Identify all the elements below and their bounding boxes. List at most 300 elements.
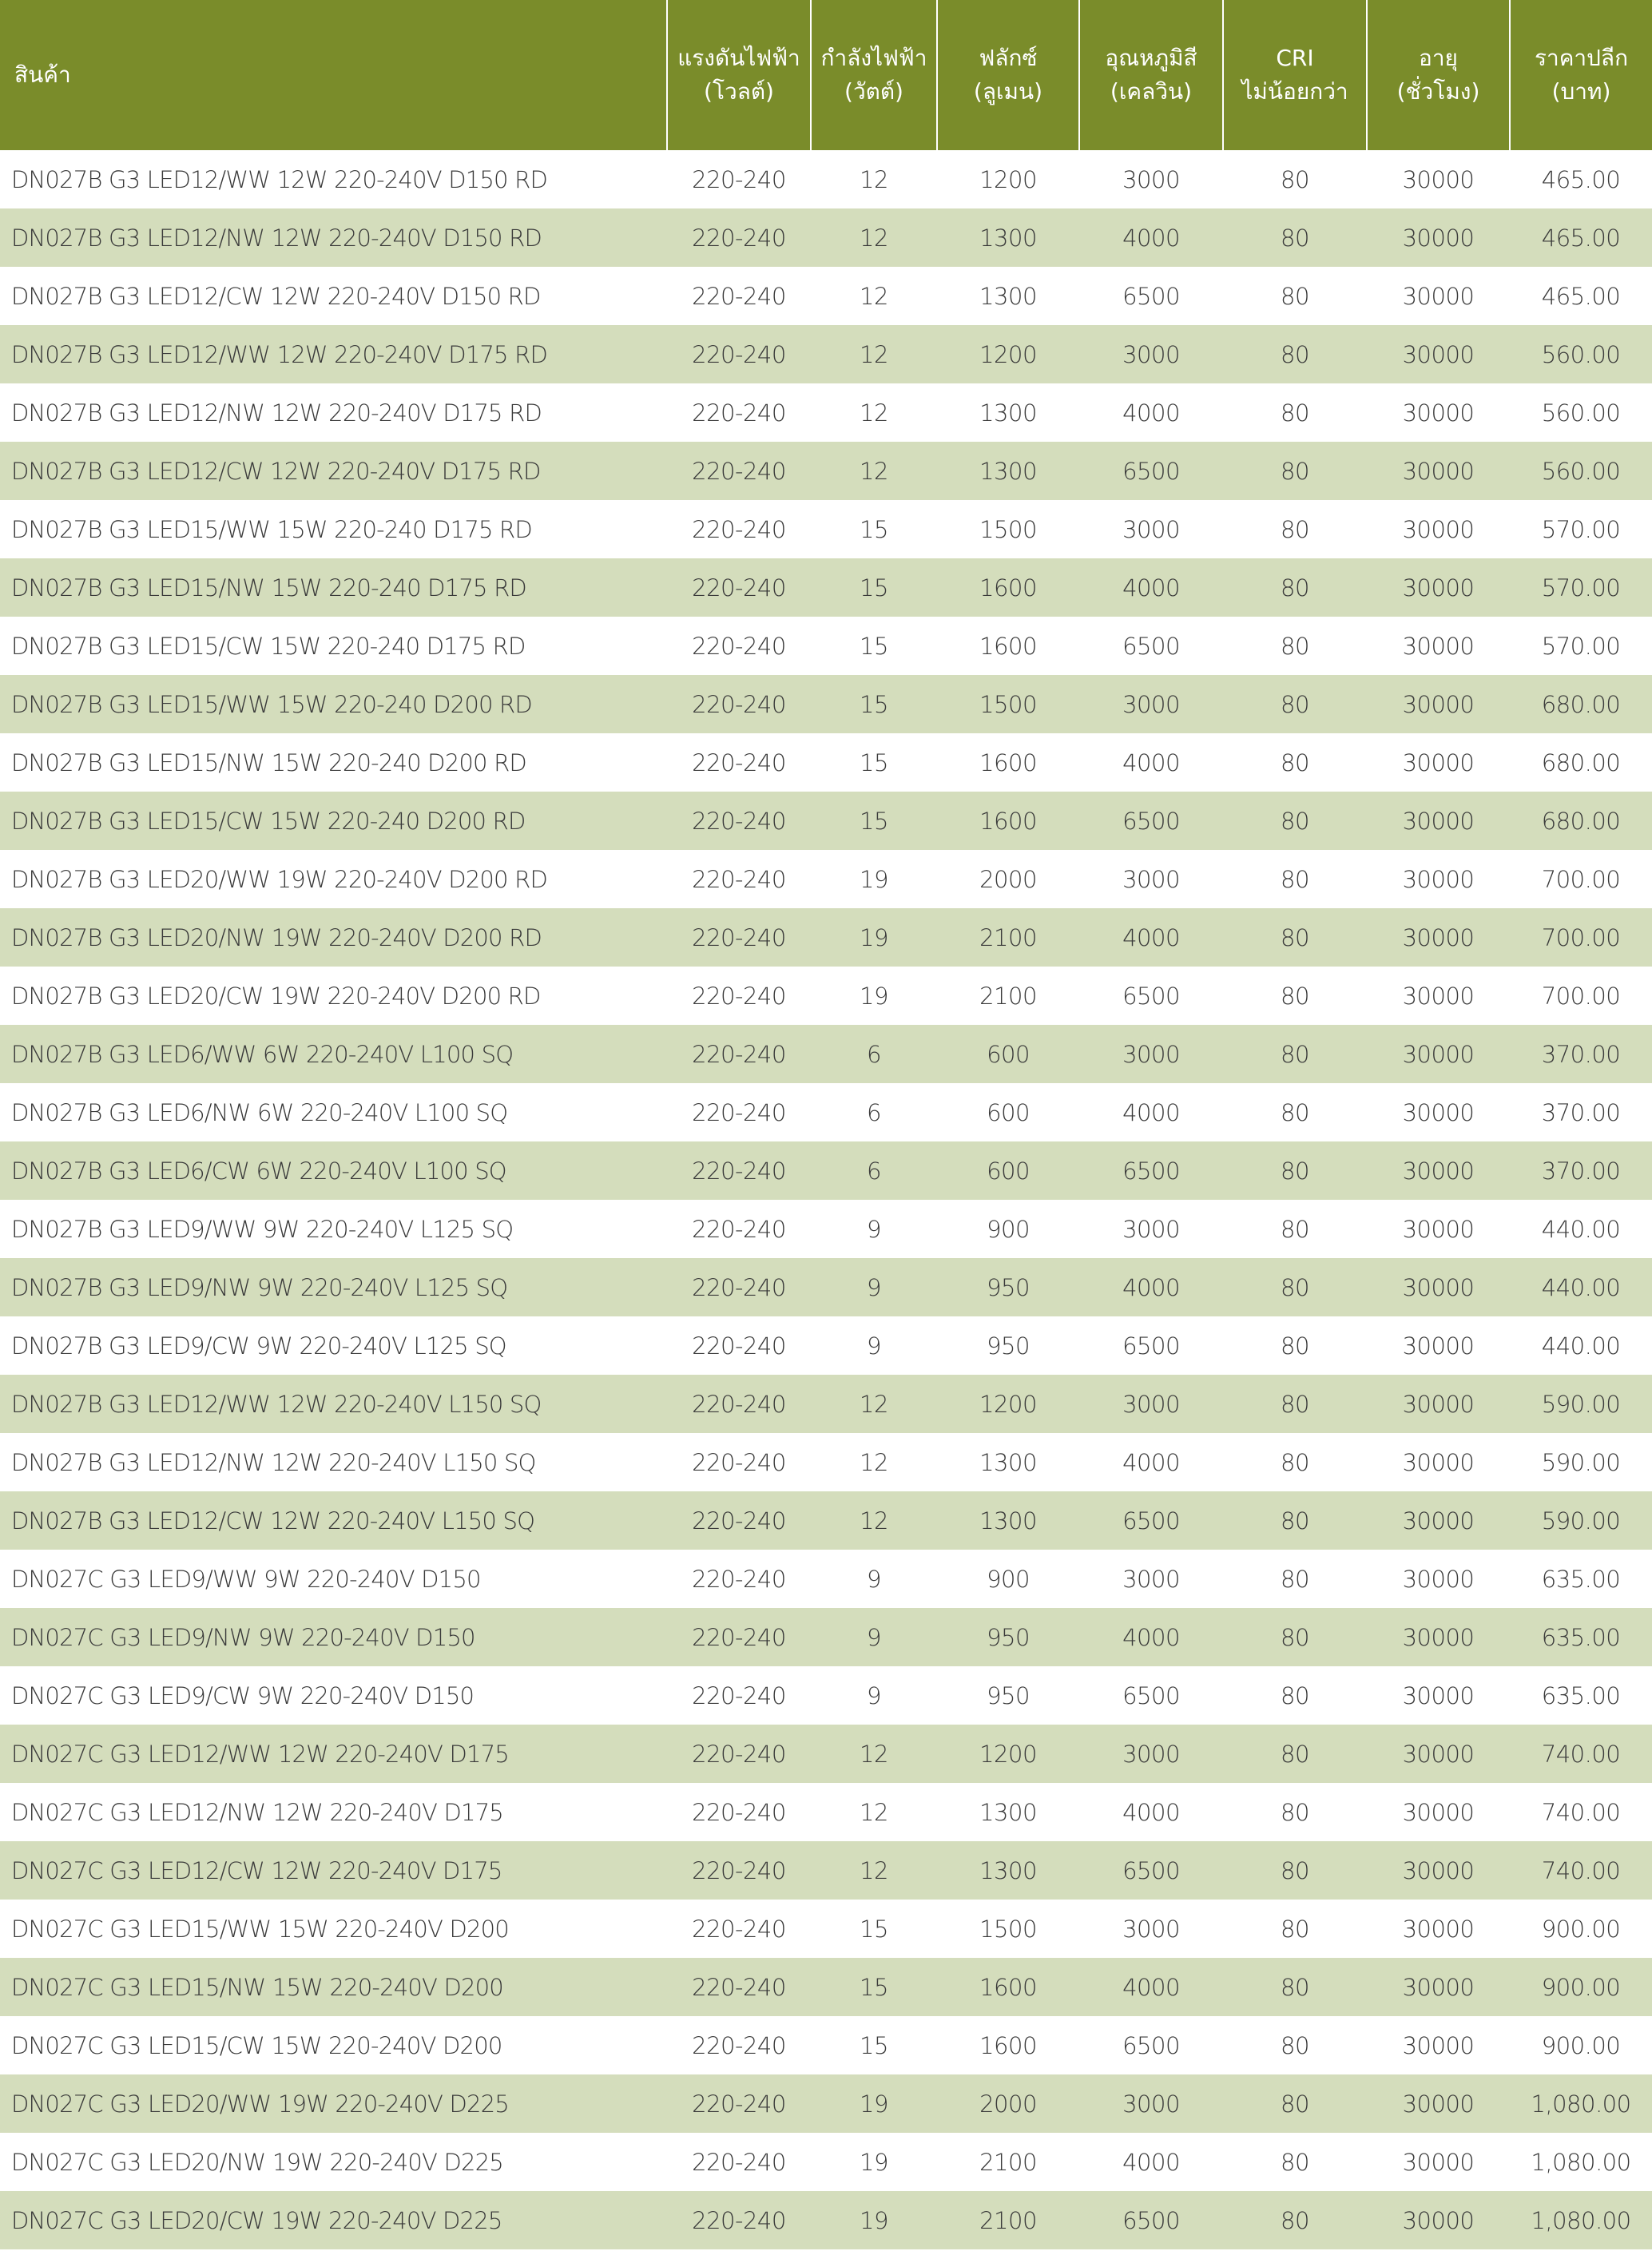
flux-cell: 1300 [937,1841,1079,1900]
product-cell: DN027B G3 LED6/CW 6W 220-240V L100 SQ [0,1141,667,1200]
voltage-cell: 220-240 [667,1958,811,2016]
voltage-cell: 220-240 [667,1375,811,1433]
color-temp-cell: 4000 [1079,383,1223,442]
flux-cell: 600 [937,1083,1079,1141]
table-row [0,558,1652,617]
cri-cell: 80 [1223,850,1367,908]
product-cell: DN027C G3 LED9/CW 9W 220-240V D150 [0,1666,667,1725]
voltage-cell: 220-240 [667,2016,811,2074]
product-cell: DN027B G3 LED20/WW 19W 220-240V D200 RD [0,850,667,908]
lifetime-cell: 30000 [1367,908,1510,967]
color-temp-cell: 6500 [1079,1141,1223,1200]
voltage-cell: 220-240 [667,675,811,733]
lifetime-cell: 30000 [1367,1025,1510,1083]
lifetime-cell: 30000 [1367,325,1510,383]
table-row [0,1141,1652,1200]
price-cell: 370.00 [1510,1141,1652,1200]
price-cell: 465.00 [1510,150,1652,208]
flux-cell: 600 [937,1025,1079,1083]
power-cell: 12 [811,1725,937,1783]
voltage-cell: 220-240 [667,1025,811,1083]
price-cell: 1,080.00 [1510,2133,1652,2191]
price-cell: 1,080.00 [1510,2074,1652,2133]
cri-cell: 80 [1223,1608,1367,1666]
voltage-cell: 220-240 [667,1608,811,1666]
voltage-cell: 220-240 [667,2191,811,2249]
cri-cell: 80 [1223,1025,1367,1083]
lifetime-cell: 30000 [1367,1841,1510,1900]
lifetime-cell: 30000 [1367,267,1510,325]
table-row [0,1958,1652,2016]
power-cell: 12 [811,1491,937,1550]
power-cell: 6 [811,1141,937,1200]
product-cell: DN027B G3 LED12/NW 12W 220-240V D175 RD [0,383,667,442]
cri-cell: 80 [1223,1375,1367,1433]
header-row [0,0,1652,150]
cri-cell: 80 [1223,558,1367,617]
header-product: สินค้า [0,0,667,150]
price-cell: 590.00 [1510,1375,1652,1433]
power-cell: 15 [811,500,937,558]
power-cell: 12 [811,1783,937,1841]
voltage-cell: 220-240 [667,850,811,908]
power-cell: 15 [811,617,937,675]
cri-cell: 80 [1223,208,1367,267]
voltage-cell: 220-240 [667,1666,811,1725]
lifetime-cell: 30000 [1367,1316,1510,1375]
flux-cell: 1500 [937,675,1079,733]
cri-cell: 80 [1223,1083,1367,1141]
color-temp-cell: 4000 [1079,558,1223,617]
price-cell: 370.00 [1510,1083,1652,1141]
lifetime-cell: 30000 [1367,1783,1510,1841]
table-row [0,1491,1652,1550]
power-cell: 15 [811,2016,937,2074]
lifetime-cell: 30000 [1367,500,1510,558]
table-row [0,1316,1652,1375]
product-cell: DN027C G3 LED15/CW 15W 220-240V D200 [0,2016,667,2074]
table-row [0,617,1652,675]
voltage-cell: 220-240 [667,1083,811,1141]
flux-cell: 1300 [937,1433,1079,1491]
flux-cell: 1600 [937,2016,1079,2074]
power-cell: 19 [811,2191,937,2249]
voltage-cell: 220-240 [667,150,811,208]
table-row [0,1550,1652,1608]
header-flux: ฟลักซ์ (ลูเมน) [937,0,1079,150]
color-temp-cell: 6500 [1079,267,1223,325]
lifetime-cell: 30000 [1367,2016,1510,2074]
voltage-cell: 220-240 [667,1725,811,1783]
product-cell: DN027B G3 LED12/WW 12W 220-240V L150 SQ [0,1375,667,1433]
voltage-cell: 220-240 [667,267,811,325]
header-cri: CRI ไม่น้อยกว่า [1223,0,1367,150]
color-temp-cell: 3000 [1079,1025,1223,1083]
power-cell: 9 [811,1550,937,1608]
cri-cell: 80 [1223,1958,1367,2016]
price-cell: 440.00 [1510,1316,1652,1375]
cri-cell: 80 [1223,2191,1367,2249]
flux-cell: 1200 [937,325,1079,383]
product-cell: DN027C G3 LED15/WW 15W 220-240V D200 [0,1900,667,1958]
cri-cell: 80 [1223,2016,1367,2074]
flux-cell: 950 [937,1608,1079,1666]
flux-cell: 2100 [937,908,1079,967]
cri-cell: 80 [1223,908,1367,967]
lifetime-cell: 30000 [1367,675,1510,733]
product-cell: DN027B G3 LED12/WW 12W 220-240V D150 RD [0,150,667,208]
voltage-cell: 220-240 [667,2074,811,2133]
flux-cell: 2000 [937,850,1079,908]
price-cell: 1,080.00 [1510,2191,1652,2249]
power-cell: 19 [811,2074,937,2133]
price-cell: 570.00 [1510,558,1652,617]
color-temp-cell: 6500 [1079,1666,1223,1725]
product-cell: DN027C G3 LED9/NW 9W 220-240V D150 [0,1608,667,1666]
cri-cell: 80 [1223,1200,1367,1258]
lifetime-cell: 30000 [1367,208,1510,267]
voltage-cell: 220-240 [667,1783,811,1841]
price-cell: 700.00 [1510,967,1652,1025]
color-temp-cell: 3000 [1079,2074,1223,2133]
lifetime-cell: 30000 [1367,967,1510,1025]
power-cell: 15 [811,1958,937,2016]
color-temp-cell: 4000 [1079,1958,1223,2016]
cri-cell: 80 [1223,733,1367,792]
color-temp-cell: 6500 [1079,792,1223,850]
flux-cell: 600 [937,1141,1079,1200]
cri-cell: 80 [1223,1316,1367,1375]
lifetime-cell: 30000 [1367,2133,1510,2191]
flux-cell: 900 [937,1200,1079,1258]
voltage-cell: 220-240 [667,2133,811,2191]
flux-cell: 950 [937,1316,1079,1375]
price-cell: 560.00 [1510,383,1652,442]
flux-cell: 1600 [937,1958,1079,2016]
power-cell: 15 [811,1900,937,1958]
cri-cell: 80 [1223,967,1367,1025]
product-cell: DN027B G3 LED6/WW 6W 220-240V L100 SQ [0,1025,667,1083]
table-row [0,908,1652,967]
product-cell: DN027B G3 LED9/CW 9W 220-240V L125 SQ [0,1316,667,1375]
flux-cell: 1200 [937,150,1079,208]
color-temp-cell: 3000 [1079,325,1223,383]
price-cell: 465.00 [1510,267,1652,325]
color-temp-cell: 6500 [1079,1491,1223,1550]
flux-cell: 1300 [937,1491,1079,1550]
voltage-cell: 220-240 [667,1200,811,1258]
lifetime-cell: 30000 [1367,1491,1510,1550]
cri-cell: 80 [1223,1900,1367,1958]
lifetime-cell: 30000 [1367,1900,1510,1958]
color-temp-cell: 6500 [1079,967,1223,1025]
power-cell: 12 [811,150,937,208]
product-cell: DN027C G3 LED20/WW 19W 220-240V D225 [0,2074,667,2133]
power-cell: 19 [811,908,937,967]
product-cell: DN027B G3 LED15/CW 15W 220-240 D200 RD [0,792,667,850]
flux-cell: 1300 [937,383,1079,442]
cri-cell: 80 [1223,325,1367,383]
product-cell: DN027C G3 LED20/CW 19W 220-240V D225 [0,2191,667,2249]
product-cell: DN027B G3 LED12/CW 12W 220-240V D175 RD [0,442,667,500]
table-row [0,675,1652,733]
flux-cell: 2000 [937,2074,1079,2133]
table-row [0,1725,1652,1783]
power-cell: 15 [811,675,937,733]
table-row [0,2074,1652,2133]
price-cell: 680.00 [1510,733,1652,792]
product-cell: DN027B G3 LED15/WW 15W 220-240 D175 RD [0,500,667,558]
cri-cell: 80 [1223,1666,1367,1725]
lifetime-cell: 30000 [1367,1433,1510,1491]
power-cell: 6 [811,1025,937,1083]
product-cell: DN027B G3 LED6/NW 6W 220-240V L100 SQ [0,1083,667,1141]
lifetime-cell: 30000 [1367,1550,1510,1608]
voltage-cell: 220-240 [667,1433,811,1491]
color-temp-cell: 4000 [1079,1783,1223,1841]
color-temp-cell: 4000 [1079,1083,1223,1141]
power-cell: 12 [811,383,937,442]
table-row [0,442,1652,500]
voltage-cell: 220-240 [667,1316,811,1375]
power-cell: 9 [811,1200,937,1258]
product-cell: DN027B G3 LED12/CW 12W 220-240V L150 SQ [0,1491,667,1550]
cri-cell: 80 [1223,2133,1367,2191]
power-cell: 12 [811,267,937,325]
color-temp-cell: 3000 [1079,675,1223,733]
power-cell: 9 [811,1316,937,1375]
power-cell: 19 [811,850,937,908]
product-cell: DN027B G3 LED12/NW 12W 220-240V L150 SQ [0,1433,667,1491]
power-cell: 12 [811,1841,937,1900]
color-temp-cell: 6500 [1079,442,1223,500]
price-cell: 740.00 [1510,1783,1652,1841]
header-power: กำลังไฟฟ้า (วัตต์) [811,0,937,150]
lifetime-cell: 30000 [1367,1666,1510,1725]
cri-cell: 80 [1223,1841,1367,1900]
power-cell: 19 [811,2133,937,2191]
flux-cell: 950 [937,1666,1079,1725]
lifetime-cell: 30000 [1367,1083,1510,1141]
voltage-cell: 220-240 [667,500,811,558]
price-cell: 680.00 [1510,792,1652,850]
power-cell: 12 [811,208,937,267]
price-cell: 900.00 [1510,2016,1652,2074]
price-cell: 590.00 [1510,1433,1652,1491]
product-cell: DN027C G3 LED12/WW 12W 220-240V D175 [0,1725,667,1783]
lifetime-cell: 30000 [1367,850,1510,908]
table-row [0,2133,1652,2191]
voltage-cell: 220-240 [667,908,811,967]
voltage-cell: 220-240 [667,1900,811,1958]
lifetime-cell: 30000 [1367,617,1510,675]
voltage-cell: 220-240 [667,325,811,383]
voltage-cell: 220-240 [667,1841,811,1900]
color-temp-cell: 3000 [1079,1900,1223,1958]
color-temp-cell: 3000 [1079,1550,1223,1608]
price-cell: 635.00 [1510,1666,1652,1725]
product-cell: DN027B G3 LED9/WW 9W 220-240V L125 SQ [0,1200,667,1258]
price-cell: 570.00 [1510,617,1652,675]
product-cell: DN027B G3 LED20/CW 19W 220-240V D200 RD [0,967,667,1025]
flux-cell: 1500 [937,500,1079,558]
price-cell: 370.00 [1510,1025,1652,1083]
flux-cell: 900 [937,1550,1079,1608]
color-temp-cell: 3000 [1079,1200,1223,1258]
cri-cell: 80 [1223,1550,1367,1608]
color-temp-cell: 3000 [1079,150,1223,208]
table-row [0,1258,1652,1316]
power-cell: 19 [811,967,937,1025]
product-cell: DN027C G3 LED9/WW 9W 220-240V D150 [0,1550,667,1608]
flux-cell: 1300 [937,208,1079,267]
voltage-cell: 220-240 [667,208,811,267]
price-cell: 900.00 [1510,1900,1652,1958]
cri-cell: 80 [1223,442,1367,500]
lifetime-cell: 30000 [1367,1375,1510,1433]
power-cell: 15 [811,792,937,850]
voltage-cell: 220-240 [667,733,811,792]
color-temp-cell: 4000 [1079,208,1223,267]
table-row [0,850,1652,908]
power-cell: 9 [811,1666,937,1725]
voltage-cell: 220-240 [667,383,811,442]
product-cell: DN027C G3 LED12/NW 12W 220-240V D175 [0,1783,667,1841]
table-row [0,2016,1652,2074]
lifetime-cell: 30000 [1367,2191,1510,2249]
price-cell: 900.00 [1510,1958,1652,2016]
price-cell: 560.00 [1510,325,1652,383]
price-cell: 570.00 [1510,500,1652,558]
flux-cell: 1200 [937,1375,1079,1433]
cri-cell: 80 [1223,383,1367,442]
table-row [0,1783,1652,1841]
table-row [0,733,1652,792]
price-cell: 440.00 [1510,1200,1652,1258]
voltage-cell: 220-240 [667,1258,811,1316]
lifetime-cell: 30000 [1367,1725,1510,1783]
price-cell: 560.00 [1510,442,1652,500]
lifetime-cell: 30000 [1367,1958,1510,2016]
cri-cell: 80 [1223,1141,1367,1200]
table-row [0,383,1652,442]
voltage-cell: 220-240 [667,558,811,617]
price-cell: 465.00 [1510,208,1652,267]
product-cell: DN027B G3 LED15/NW 15W 220-240 D200 RD [0,733,667,792]
color-temp-cell: 4000 [1079,2133,1223,2191]
price-cell: 740.00 [1510,1841,1652,1900]
color-temp-cell: 4000 [1079,1258,1223,1316]
table-row [0,208,1652,267]
power-cell: 15 [811,558,937,617]
product-cell: DN027B G3 LED20/NW 19W 220-240V D200 RD [0,908,667,967]
table-row [0,1025,1652,1083]
flux-cell: 1600 [937,558,1079,617]
lifetime-cell: 30000 [1367,2074,1510,2133]
color-temp-cell: 6500 [1079,1841,1223,1900]
price-cell: 440.00 [1510,1258,1652,1316]
product-cell: DN027B G3 LED12/WW 12W 220-240V D175 RD [0,325,667,383]
flux-cell: 1300 [937,442,1079,500]
color-temp-cell: 6500 [1079,617,1223,675]
cri-cell: 80 [1223,617,1367,675]
flux-cell: 2100 [937,2133,1079,2191]
flux-cell: 1600 [937,733,1079,792]
price-cell: 590.00 [1510,1491,1652,1550]
power-cell: 12 [811,1433,937,1491]
power-cell: 12 [811,1375,937,1433]
table-row [0,792,1652,850]
color-temp-cell: 4000 [1079,1608,1223,1666]
table-row [0,1083,1652,1141]
color-temp-cell: 3000 [1079,850,1223,908]
power-cell: 12 [811,325,937,383]
color-temp-cell: 3000 [1079,500,1223,558]
power-cell: 6 [811,1083,937,1141]
color-temp-cell: 6500 [1079,2191,1223,2249]
table-row [0,325,1652,383]
table-body [0,150,1652,2249]
cri-cell: 80 [1223,2074,1367,2133]
product-cell: DN027C G3 LED15/NW 15W 220-240V D200 [0,1958,667,2016]
table-row [0,967,1652,1025]
flux-cell: 2100 [937,2191,1079,2249]
lifetime-cell: 30000 [1367,1608,1510,1666]
color-temp-cell: 3000 [1079,1725,1223,1783]
product-cell: DN027C G3 LED12/CW 12W 220-240V D175 [0,1841,667,1900]
lifetime-cell: 30000 [1367,733,1510,792]
power-cell: 12 [811,442,937,500]
color-temp-cell: 6500 [1079,2016,1223,2074]
cri-cell: 80 [1223,675,1367,733]
price-cell: 680.00 [1510,675,1652,733]
price-cell: 635.00 [1510,1550,1652,1608]
lifetime-cell: 30000 [1367,383,1510,442]
cri-cell: 80 [1223,267,1367,325]
cri-cell: 80 [1223,792,1367,850]
flux-cell: 1300 [937,267,1079,325]
cri-cell: 80 [1223,500,1367,558]
color-temp-cell: 4000 [1079,733,1223,792]
table-row [0,1608,1652,1666]
table-row [0,1666,1652,1725]
color-temp-cell: 4000 [1079,1433,1223,1491]
product-cell: DN027B G3 LED12/CW 12W 220-240V D150 RD [0,267,667,325]
product-cell: DN027B G3 LED12/NW 12W 220-240V D150 RD [0,208,667,267]
flux-cell: 1600 [937,617,1079,675]
voltage-cell: 220-240 [667,442,811,500]
lifetime-cell: 30000 [1367,1141,1510,1200]
price-cell: 635.00 [1510,1608,1652,1666]
price-cell: 700.00 [1510,908,1652,967]
product-cell: DN027C G3 LED20/NW 19W 220-240V D225 [0,2133,667,2191]
table-row [0,150,1652,208]
table-row [0,1900,1652,1958]
power-cell: 9 [811,1608,937,1666]
voltage-cell: 220-240 [667,792,811,850]
color-temp-cell: 4000 [1079,908,1223,967]
voltage-cell: 220-240 [667,1491,811,1550]
cri-cell: 80 [1223,150,1367,208]
lifetime-cell: 30000 [1367,150,1510,208]
voltage-cell: 220-240 [667,1550,811,1608]
table-row [0,1433,1652,1491]
cri-cell: 80 [1223,1491,1367,1550]
voltage-cell: 220-240 [667,617,811,675]
lifetime-cell: 30000 [1367,558,1510,617]
table-row [0,500,1652,558]
flux-cell: 1600 [937,792,1079,850]
